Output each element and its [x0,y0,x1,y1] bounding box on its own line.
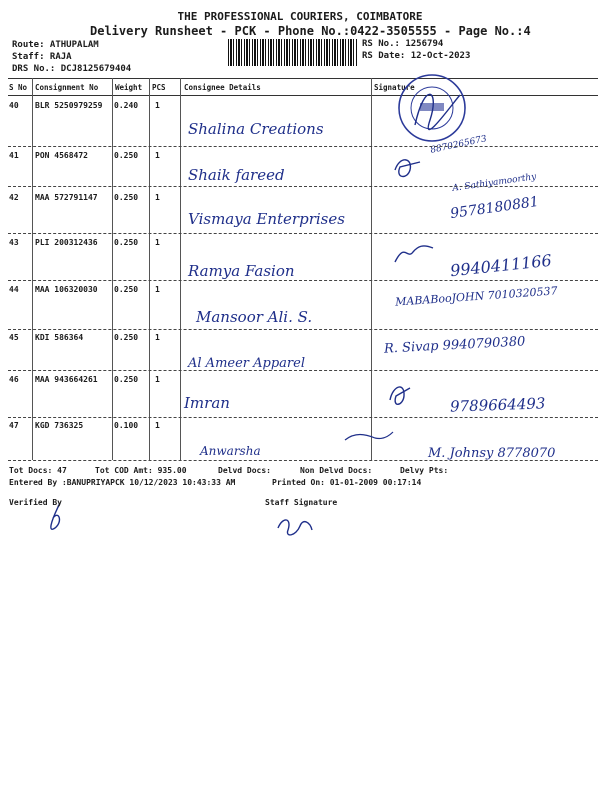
col-pcs: PCS [152,83,166,92]
handwritten-phone: 8870265673 [429,134,488,156]
handwritten-receiver: R. Sivap 9940790380 [383,334,526,357]
total-docs: Tot Docs: 47 [9,466,67,475]
handwritten-phone: 9578180881 [449,193,540,223]
row-pcs: 1 [155,238,160,247]
handwritten-consignee: Al Ameer Apparel [188,356,305,371]
row-pcs: 1 [155,151,160,160]
signature-row-43 [395,246,433,262]
delivered-docs: Delvd Docs: [218,466,271,475]
row-weight: 0.240 [114,101,139,110]
col-signature: Signature [374,83,415,92]
row-consignment: KDI 586364 [35,333,84,342]
company-stamp [399,75,465,141]
staff-label: Staff: RAJA [12,52,72,62]
verified-by-label: Verified By [9,498,62,507]
total-cod-amount: Tot COD Amt: 935.00 [95,466,187,475]
non-delivered-docs: Non Delvd Docs: [300,466,373,475]
handwritten-receiver: MABABooJOHN 7010320537 [394,284,558,309]
row-weight: 0.250 [114,375,139,384]
row-pcs: 1 [155,285,160,294]
row-pcs: 1 [155,375,160,384]
handwritten-receiver: A. Sathiyamoorthy [451,172,537,194]
col-weight: Weight [115,83,143,92]
company-name: THE PROFESSIONAL COURIERS, COIMBATORE [177,10,423,23]
handwritten-consignee: Imran [184,394,230,412]
entered-by: Entered By :BANUPRIYAPCK 10/12/2023 10:43:33 AM [9,478,236,487]
row-sno: 43 [9,238,19,247]
staff-signature-label: Staff Signature [265,498,338,507]
signature-row-47 [345,432,393,440]
route-label: Route: ATHUPALAM [12,40,99,50]
handwritten-receiver: M. Johnsy 8778070 [428,446,556,461]
handwritten-phone: 9940411166 [449,250,553,281]
drs-number: DRS No.: DCJ8125679404 [12,64,132,74]
handwritten-consignee: Vismaya Enterprises [188,210,345,228]
row-pcs: 1 [155,101,160,110]
row-sno: 42 [9,193,19,202]
row-weight: 0.250 [114,238,139,247]
row-consignment: MAA 572791147 [35,193,98,202]
signature-row-41 [395,160,420,177]
signature-row-46 [390,387,410,404]
printed-on: Printed On: 01-01-2009 00:17:14 [272,478,422,487]
handwritten-consignee: Shaik fareed [188,166,285,184]
row-consignment: KGD 736325 [35,421,84,430]
row-consignment: PON 4568472 [35,151,88,160]
staff-signature-mark [278,520,312,535]
col-consignment: Consignment No [35,83,99,92]
row-weight: 0.100 [114,421,139,430]
rs-number: RS No.: 1256794 [362,39,444,49]
row-consignment: PLI 200312436 [35,238,98,247]
row-consignment: MAA 106320030 [35,285,98,294]
row-consignment: BLR 5250979259 [35,101,103,110]
row-sno: 40 [9,101,19,110]
signature-row-40 [415,94,460,129]
runsheet-title: Delivery Runsheet - PCK - Phone No.:0422-3505555 - Page No.:4 [90,24,531,38]
handwritten-consignee: Shalina Creations [188,120,324,138]
row-consignment: MAA 943664261 [35,375,98,384]
row-pcs: 1 [155,333,160,342]
row-weight: 0.250 [114,333,139,342]
row-weight: 0.250 [114,285,139,294]
handwritten-consignee: Ramya Fasion [188,262,295,280]
rs-date: RS Date: 12-Oct-2023 [362,51,471,61]
col-consignee: Consignee Details [184,83,261,92]
row-pcs: 1 [155,421,160,430]
row-sno: 46 [9,375,19,384]
handwritten-phone: 9789664493 [449,394,546,416]
col-sno: S No [9,83,28,92]
row-sno: 44 [9,285,19,294]
row-weight: 0.250 [114,193,139,202]
handwritten-consignee: Mansoor Ali. S. [196,308,313,326]
row-sno: 45 [9,333,19,342]
row-weight: 0.250 [114,151,139,160]
row-pcs: 1 [155,193,160,202]
row-sno: 47 [9,421,19,430]
row-sno: 41 [9,151,19,160]
handwritten-consignee: Anwarsha [200,444,261,458]
delivery-points: Delvy Pts: [400,466,449,475]
